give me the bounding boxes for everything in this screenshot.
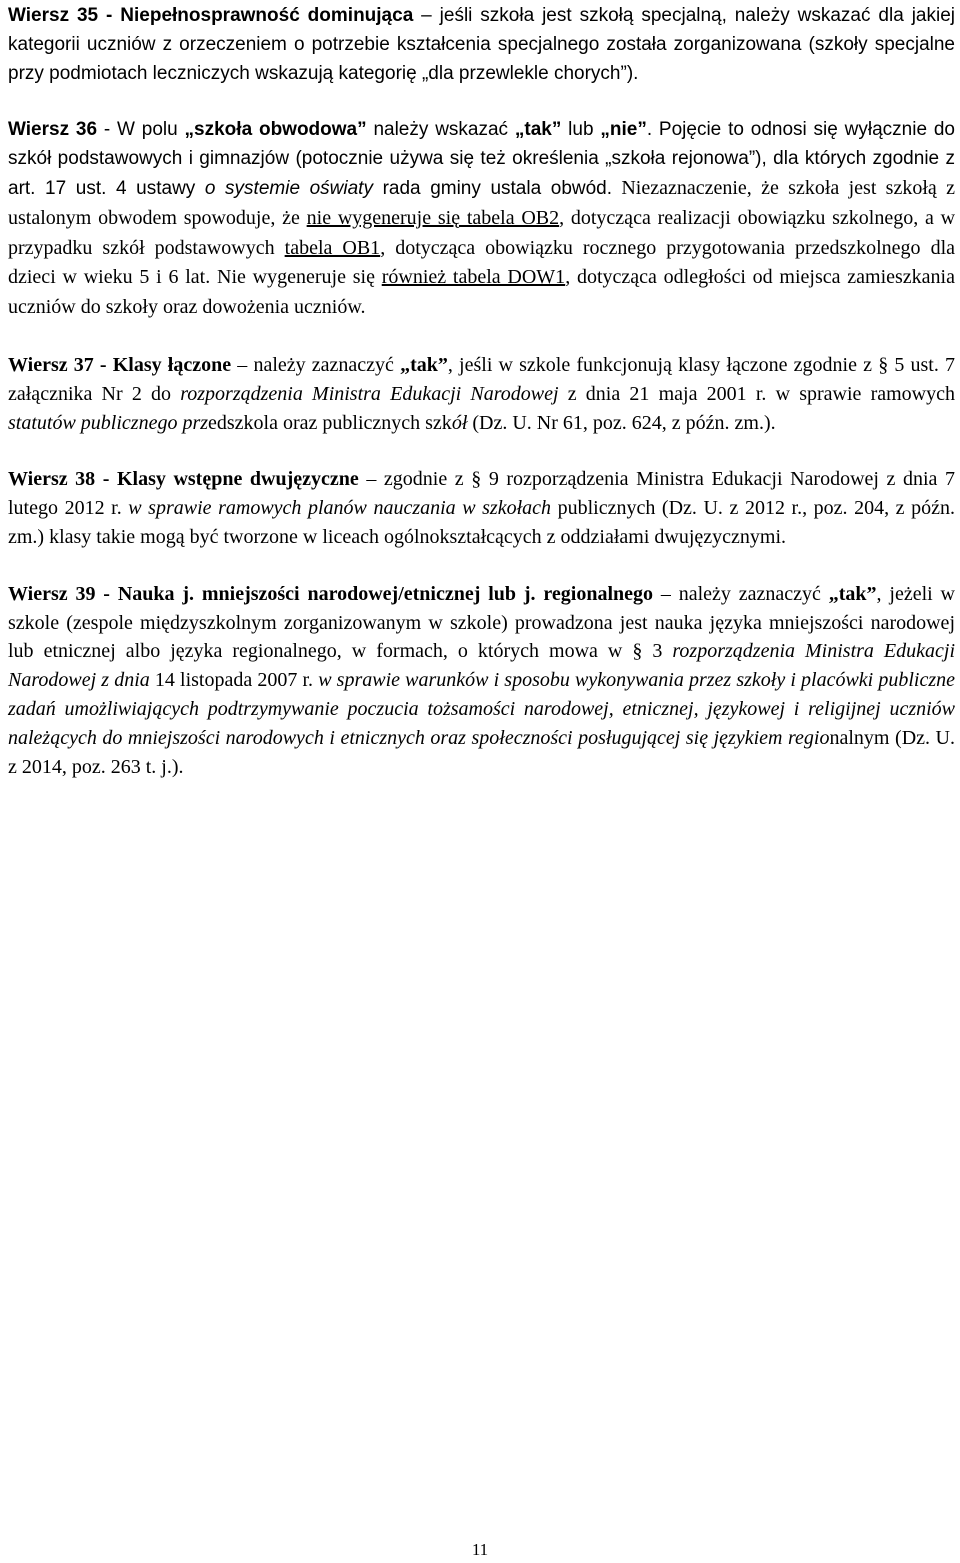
text-segment: (Dz. U. Nr 61, poz. 624, z późn. zm.). — [467, 411, 776, 434]
text-segment: nalnym (Dz. U. z 2014, poz. 263 t. j.). — [8, 726, 955, 778]
text-segment: - W polu — [97, 119, 185, 141]
heading-wiersz-36: Wiersz 36 — [8, 119, 98, 141]
text-segment: . Pojęcie to odnosi się wyłącznie do szkół podstawowych i gimnazjów (potocznie używa się też określenia „szkoła rejonowa”), dla których zgodnie z art. 17 ust. 4 ustawy — [8, 119, 955, 199]
italic-term: w sprawie warunków i sposobu wykonywania przez szkoły i placówki publiczne zadań umożliwiających podtrzymywanie poczucia tożsamości narodowej, etnicznej, językowej i religijnej uczniów należących do mniejszości narodowych i etnicznych oraz społeczności posługującej się językiem regio — [8, 669, 956, 749]
text-segment: , dotycząca odległości od miejsca zamieszkania uczniów do szkoły oraz dowożenia uczniów. — [8, 266, 955, 319]
bold-term: „nie” — [600, 119, 647, 141]
text-segment: , jeżeli w szkole (zespole międzyszkolnym zorganizowanym w szkole) prowadzona jest nauka języka mniejszości narodowej lub etnicznej albo języka regionalnego, w formach, o których mowa w § 3 — [8, 582, 955, 663]
text-segment: lub — [561, 119, 601, 141]
bold-term: „tak” — [514, 119, 562, 141]
heading-wiersz-39: Wiersz 39 - Nauka j. mniejszości narodowej/etnicznej lub j. regionalnego — [8, 582, 654, 605]
text-segment: 14 listopada 2007 r. — [149, 669, 319, 692]
heading-wiersz-35: Wiersz 35 - Niepełnosprawność dominująca — [8, 5, 414, 26]
italic-term: o systemie oświaty — [204, 177, 373, 199]
bold-term: „szkoła obwodowa” — [184, 119, 367, 141]
bold-term: „tak” — [400, 353, 448, 376]
heading-wiersz-37: Wiersz 37 - Klasy łączone — [8, 353, 232, 376]
text-segment: – jeśli szkoła jest szkołą specjalną, należy wskazać dla jakiej kategorii uczniów z orzeczeniem o potrzebie kształcenia specjalnego została zorganizowana (szkoły specjalne przy podmiotach leczniczych wskazują kategorię „dla przewlekle chorych”). — [8, 5, 955, 84]
italic-term: rozporządzenia Ministra Edukacji Narodowej — [180, 382, 559, 405]
bold-term: „tak” — [828, 582, 877, 605]
underlined-term: nie wygeneruje się tabela OB2 — [306, 206, 560, 229]
document-page — [8, 2, 955, 809]
text-segment: – należy zaznaczyć — [231, 353, 401, 376]
text-segment: publicznych (Dz. U. z 2012 r., poz. 204, z późn. zm.) klasy takie mogą być tworzone w liceach ogólnokształcących z oddziałami dwujęzycznymi. — [8, 497, 955, 548]
page-number: 11 — [471, 1540, 489, 1559]
paragraph-wiersz-35 — [8, 2, 955, 88]
italic-term: w sprawie ramowych planów nauczania w szkołach — [128, 497, 552, 520]
paragraph-wiersz-37 — [8, 351, 955, 437]
text-segment: , dotycząca obowiązku rocznego przygotowania przedszkolnego dla dzieci w wieku 5 i 6 lat. Nie wygeneruje się — [8, 236, 956, 289]
text-segment: , jeśli w szkole funkcjonują klasy łączone zgodnie z § 5 ust. 7 załącznika Nr 2 do — [8, 353, 956, 405]
text-segment: Niezaznaczenie, że szkoła jest szkołą z ustalonym obwodem spowoduje, że — [8, 176, 955, 229]
heading-wiersz-38: Wiersz 38 - Klasy wstępne dwujęzyczne — [8, 468, 359, 491]
text-segment: – należy zaznaczyć — [653, 582, 829, 605]
text-segment: , dotycząca realizacji obowiązku szkolnego, a w przypadku szkół podstawowych — [8, 206, 956, 259]
paragraph-wiersz-38 — [8, 465, 955, 551]
paragraph-wiersz-36 — [8, 116, 955, 323]
text-segment: edszkola oraz publicznych szk — [208, 411, 452, 434]
italic-term: rozporządzenia Ministra Edukacji Narodowej z dnia — [8, 640, 955, 692]
italic-term: statutów publicznego prz — [8, 411, 209, 434]
underlined-term: tabela OB1 — [284, 236, 381, 259]
text-segment: – zgodnie z § 9 rozporządzenia Ministra Edukacji Narodowej z dnia 7 lutego 2012 r. — [8, 468, 955, 520]
text-segment: należy wskazać — [366, 119, 515, 141]
text-segment: z dnia 21 maja 2001 r. w sprawie ramowych — [558, 382, 956, 405]
italic-term: ół — [451, 411, 468, 434]
paragraph-wiersz-39 — [8, 580, 955, 782]
underlined-term: również tabela DOW1 — [381, 266, 566, 289]
text-segment: rada gminy ustala obwód. — [372, 177, 613, 199]
